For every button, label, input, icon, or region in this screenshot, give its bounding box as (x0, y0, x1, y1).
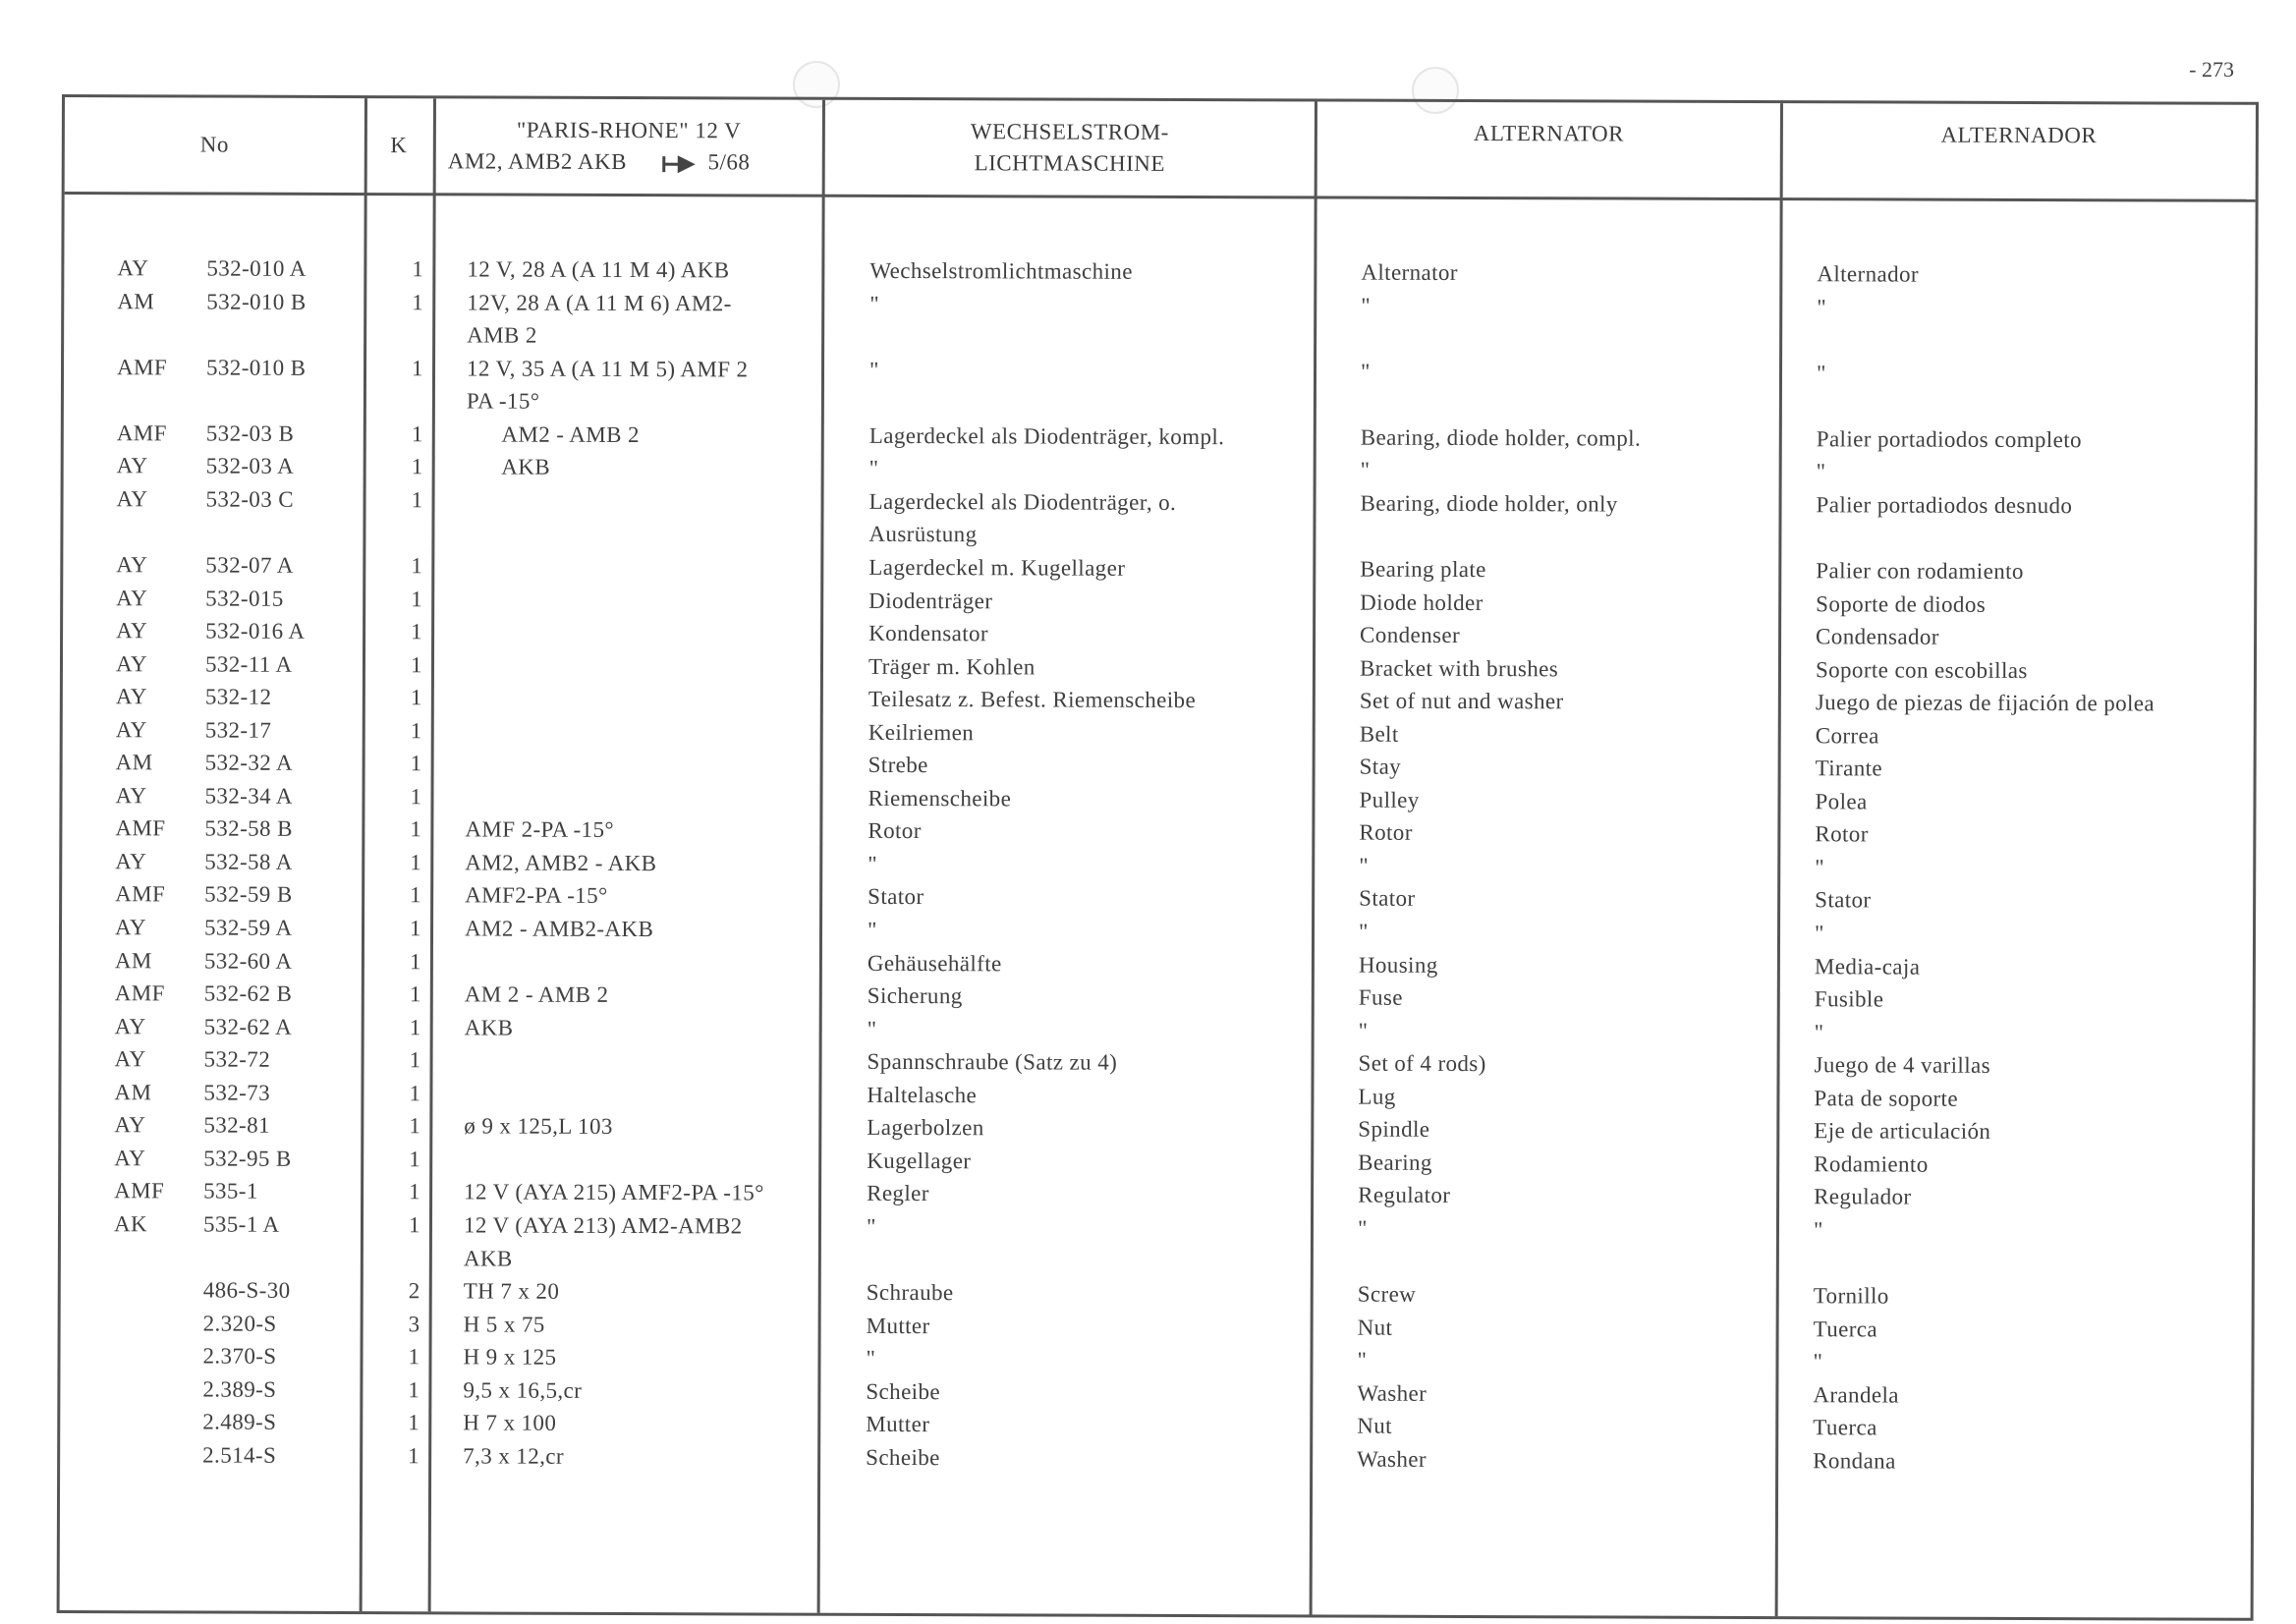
table-row (60, 1339, 2251, 1376)
english-description: Diode holder (1360, 589, 1484, 615)
spanish-description: Juego de 4 varillas (1814, 1052, 1991, 1079)
header-english-label: ALTERNATOR (1473, 121, 1625, 146)
german-description: " (867, 1016, 877, 1041)
spanish-description: Palier portadiodos desnudo (1816, 492, 2073, 518)
part-prefix: AY (115, 716, 147, 742)
quantity: 1 (409, 1147, 421, 1172)
table-row (61, 1142, 2252, 1179)
quantity: 1 (408, 1344, 420, 1370)
part-prefix: AMF (116, 420, 167, 446)
part-number: 532-03 C (205, 486, 295, 512)
quantity: 1 (408, 1410, 420, 1435)
spanish-description: Rondana (1813, 1448, 1896, 1474)
table-row (64, 285, 2255, 322)
table-row (63, 614, 2254, 651)
german-description: " (866, 1346, 876, 1372)
german-description: Stator (868, 884, 924, 910)
german-description: Wechselstromlichtmaschine (869, 257, 1133, 284)
spanish-description: " (1813, 1217, 1823, 1243)
spanish-description: Polea (1815, 789, 1868, 814)
part-number: 532-010 B (205, 355, 307, 380)
part-prefix: AY (115, 650, 147, 676)
table-row (60, 1372, 2251, 1410)
english-description: " (1359, 853, 1370, 878)
part-number: 532-07 A (205, 552, 294, 578)
english-description: Belt (1359, 721, 1399, 747)
header-spanish (1783, 103, 2255, 199)
table-row (62, 877, 2253, 915)
spanish-description: " (1816, 459, 1826, 484)
part-prefix: AMF (114, 980, 165, 1006)
table-row (64, 449, 2255, 486)
part-number: 532-81 (203, 1112, 270, 1139)
table-row (63, 515, 2254, 552)
quantity: 1 (409, 1113, 421, 1139)
german-description: Lagerbolzen (867, 1115, 984, 1141)
quantity: 1 (409, 1047, 421, 1073)
table-row (62, 812, 2253, 849)
part-number: 2.370-S (202, 1343, 277, 1369)
part-spec: AMF2-PA -15° (465, 882, 608, 909)
german-description: Schraube (866, 1279, 954, 1306)
german-description: Riemenscheibe (868, 785, 1012, 812)
part-prefix: AM (115, 750, 153, 775)
part-number: 2.514-S (202, 1442, 277, 1468)
english-description: Rotor (1359, 819, 1413, 846)
spanish-description: Tuerca (1813, 1316, 1878, 1342)
part-spec: PA -15° (466, 388, 540, 414)
table-row (63, 746, 2254, 783)
part-prefix: AY (115, 849, 147, 874)
part-spec: H 5 x 75 (463, 1312, 545, 1337)
table-row (64, 482, 2255, 520)
part-spec: 12 V, 28 A (A 11 M 4) AKB (467, 256, 730, 283)
table-row (62, 977, 2253, 1014)
quantity: 1 (410, 717, 422, 743)
part-prefix: AK (113, 1211, 148, 1237)
part-spec: AM 2 - AMB 2 (464, 981, 609, 1008)
english-description: " (1361, 293, 1372, 318)
part-number: 532-17 (204, 717, 272, 743)
quantity: 1 (410, 850, 422, 875)
spanish-description: Condensador (1816, 624, 1939, 649)
table-row (63, 582, 2254, 619)
quantity: 1 (409, 1179, 421, 1204)
table-row (63, 713, 2254, 751)
page-number: - 273 (2189, 57, 2234, 82)
part-spec: AMF 2-PA -15° (465, 816, 615, 843)
table-row (64, 383, 2255, 420)
part-spec: H 7 x 100 (463, 1410, 557, 1436)
quantity: 1 (411, 619, 423, 644)
spanish-description: Eje de articulación (1814, 1118, 1991, 1145)
part-prefix: AMF (115, 815, 166, 841)
english-description: " (1358, 1018, 1369, 1043)
header-german (825, 100, 1315, 196)
part-number: 2.389-S (202, 1376, 277, 1402)
german-description: Lagerdeckel als Diodenträger, o. (868, 488, 1177, 515)
part-number: 532-010 A (206, 255, 307, 281)
german-description: " (868, 851, 878, 876)
quantity: 2 (408, 1278, 420, 1304)
english-description: Regulator (1358, 1183, 1451, 1208)
part-prefix: AMF (116, 354, 168, 380)
english-description: Stator (1359, 886, 1416, 912)
part-number: 486-S-30 (202, 1277, 291, 1303)
quantity: 1 (410, 784, 422, 810)
part-spec: AM2 - AMB 2 (466, 421, 640, 447)
part-number: 532-58 B (204, 815, 293, 842)
table-row (61, 1108, 2252, 1146)
part-prefix: AY (115, 782, 147, 809)
header-k-label: K (390, 133, 408, 158)
table-row (63, 647, 2254, 685)
part-spec: AM2, AMB2 - AKB (465, 850, 657, 876)
header-spec-ref: 5/68 (707, 149, 751, 175)
english-description: Set of nut and washer (1359, 688, 1564, 714)
english-description: Nut (1357, 1413, 1393, 1438)
german-description: " (869, 291, 880, 316)
spanish-description: Pata de soporte (1814, 1085, 1959, 1111)
quantity: 1 (411, 487, 423, 513)
english-description: Housing (1358, 952, 1438, 978)
table-row (62, 944, 2253, 981)
english-description: Washer (1357, 1380, 1428, 1406)
quantity: 1 (410, 685, 422, 710)
spanish-description: Correa (1815, 722, 1879, 749)
spanish-description: " (1813, 1349, 1823, 1374)
part-number: 532-11 A (204, 651, 293, 677)
part-prefix: AM (114, 1079, 152, 1105)
table-row (62, 845, 2253, 882)
english-description: Alternator (1361, 259, 1458, 285)
part-number: 532-015 (205, 586, 284, 611)
quantity: 1 (411, 553, 423, 579)
german-description: Mutter (866, 1412, 930, 1437)
quantity: 1 (408, 1443, 420, 1469)
part-prefix: AY (117, 255, 149, 281)
english-description: " (1357, 1215, 1368, 1241)
part-number: 535-1 (203, 1178, 258, 1204)
part-number: 532-59 B (204, 881, 293, 908)
quantity: 1 (409, 948, 421, 974)
header-no-label: No (199, 132, 229, 157)
spanish-description: Juego de piezas de fijación de polea (1815, 690, 2156, 716)
german-description: Scheibe (866, 1378, 941, 1404)
quantity: 1 (410, 751, 422, 776)
part-number: 2.320-S (202, 1311, 277, 1336)
part-prefix: AY (116, 453, 148, 478)
part-number: 532-72 (203, 1046, 271, 1072)
table-row (64, 252, 2255, 289)
german-description: Scheibe (866, 1444, 940, 1470)
part-spec: 12V, 28 A (A 11 M 6) AM2- (467, 289, 732, 315)
part-prefix: AY (114, 1046, 146, 1072)
table-row (62, 911, 2253, 948)
german-description: Haltelasche (867, 1082, 978, 1108)
german-description: Diodenträger (868, 588, 993, 613)
german-description: Strebe (868, 753, 928, 778)
header-no (65, 97, 364, 193)
part-spec: 12 V, 35 A (A 11 M 5) AMF 2 (466, 356, 749, 382)
table-row (61, 1207, 2252, 1245)
table-row (63, 548, 2254, 586)
spanish-description: " (1814, 921, 1824, 946)
table-row (61, 1174, 2252, 1211)
part-prefix: AY (114, 915, 147, 940)
reference-arrow-icon (662, 153, 698, 175)
quantity: 1 (410, 651, 422, 677)
header-spec-line1: "PARIS-RHONE" 12 V (516, 117, 742, 143)
quantity: 1 (412, 355, 424, 380)
header-german-line1: WECHSELSTROM- (970, 119, 1169, 144)
quantity: 1 (411, 454, 423, 479)
german-description: " (868, 357, 879, 382)
spanish-description: Regulador (1814, 1184, 1912, 1209)
part-spec: AKB (466, 454, 551, 480)
english-description: Set of 4 rods) (1358, 1050, 1486, 1077)
header-spanish-label: ALTERNADOR (1940, 122, 2098, 148)
german-description: Lagerdeckel m. Kugellager (868, 554, 1126, 581)
quantity: 1 (409, 1014, 421, 1039)
part-number: 532-016 A (205, 618, 306, 644)
part-spec: AKB (464, 1015, 514, 1040)
part-number: 532-03 A (205, 453, 295, 479)
german-description: Kondensator (868, 620, 989, 646)
part-prefix: AY (116, 585, 148, 610)
part-spec: AM2 - AMB2-AKB (464, 916, 654, 942)
part-number: 532-32 A (204, 750, 294, 776)
german-description: Regler (867, 1181, 929, 1206)
header-spec-line2: AM2, AMB2 AKB (447, 148, 628, 175)
german-description: Lagerdeckel als Diodenträger, kompl. (868, 422, 1225, 449)
quantity: 1 (412, 289, 424, 314)
part-prefix: AY (116, 618, 148, 644)
spanish-description: Tornillo (1813, 1283, 1889, 1309)
part-spec: AMB 2 (467, 322, 537, 348)
spanish-description: Rotor (1815, 821, 1869, 847)
spanish-description: " (1817, 294, 1827, 319)
part-prefix: AM (117, 288, 155, 313)
german-description: Spannschraube (Satz zu 4) (867, 1049, 1118, 1075)
english-description: Bracket with brushes (1359, 655, 1559, 681)
table-row (62, 1042, 2253, 1080)
spanish-description: " (1816, 360, 1826, 385)
part-number: 532-73 (203, 1080, 271, 1105)
english-description: Lug (1358, 1084, 1396, 1109)
quantity: 1 (411, 586, 423, 611)
header-k (364, 98, 433, 193)
table-row (61, 1076, 2252, 1113)
spanish-description: Soporte de diodos (1816, 590, 1987, 617)
part-spec: 9,5 x 16,5,cr (463, 1377, 583, 1403)
quantity: 1 (409, 981, 421, 1007)
spanish-description: Soporte con escobillas (1815, 656, 2028, 683)
quantity: 1 (410, 916, 422, 941)
quantity: 3 (408, 1311, 420, 1336)
table-row (62, 1010, 2253, 1047)
part-spec: 7,3 x 12,cr (463, 1443, 564, 1469)
part-number: 532-62 A (203, 1014, 293, 1039)
quantity: 1 (409, 1080, 421, 1106)
spanish-description: Alternador (1817, 261, 1920, 287)
table-row (64, 351, 2255, 388)
quantity: 1 (411, 420, 423, 447)
part-number: 532-58 A (204, 849, 293, 874)
quantity: 1 (408, 1376, 420, 1402)
part-spec: ø 9 x 125,L 103 (464, 1113, 613, 1140)
german-description: Keilriemen (868, 719, 975, 745)
spanish-description: Tuerca (1813, 1415, 1877, 1440)
part-number: 532-95 B (203, 1146, 292, 1171)
part-spec: AKB (463, 1245, 513, 1271)
english-description: Spindle (1358, 1116, 1430, 1143)
german-description: Teilesatz z. Befest. Riemenscheibe (868, 687, 1197, 713)
english-description: Nut (1357, 1315, 1393, 1340)
spanish-description: " (1815, 855, 1825, 880)
german-description: Sicherung (867, 982, 963, 1009)
table-row (61, 1307, 2252, 1344)
spanish-description: Arandela (1813, 1381, 1899, 1408)
german-description: Kugellager (867, 1148, 972, 1174)
table-row (60, 1405, 2251, 1442)
german-description: Rotor (868, 818, 922, 844)
german-description: Träger m. Kohlen (868, 653, 1036, 680)
spanish-description: Fusible (1814, 986, 1884, 1012)
part-number: 532-03 B (205, 420, 295, 446)
english-description: Condenser (1360, 622, 1461, 648)
english-description: " (1360, 457, 1371, 482)
german-description: " (868, 456, 879, 481)
english-description: Washer (1357, 1446, 1427, 1472)
quantity: 1 (408, 1212, 420, 1238)
part-prefix: AY (115, 684, 147, 709)
table-row (61, 1273, 2252, 1311)
spanish-description: Rodamiento (1814, 1151, 1929, 1177)
part-prefix: AY (114, 1013, 146, 1038)
english-description: Pulley (1359, 787, 1420, 812)
header-english (1317, 101, 1780, 197)
part-spec: H 9 x 125 (463, 1344, 557, 1370)
german-description: Mutter (866, 1313, 930, 1338)
part-prefix: AMF (114, 1178, 165, 1204)
spanish-description: Tirante (1815, 756, 1883, 781)
quantity: 1 (410, 816, 422, 842)
part-prefix: AY (116, 552, 148, 578)
part-spec: 12 V (AYA 213) AM2-AMB2 (463, 1212, 743, 1239)
english-description: Fuse (1358, 984, 1403, 1010)
part-number: 532-010 B (206, 289, 307, 314)
part-prefix: AY (116, 486, 148, 512)
header-german-line2: LICHTMASCHINE (974, 150, 1165, 176)
spanish-description: Palier con rodamiento (1816, 558, 2024, 584)
spanish-description: Media-caja (1814, 953, 1921, 980)
english-description: Bearing (1358, 1149, 1432, 1175)
german-description: Ausrüstung (868, 522, 978, 547)
part-number: 532-62 B (203, 980, 293, 1006)
english-description: Bearing plate (1360, 556, 1486, 583)
part-number: 2.489-S (202, 1409, 277, 1435)
parts-table (57, 94, 2259, 1621)
quantity: 1 (412, 256, 424, 282)
part-spec: TH 7 x 20 (463, 1278, 560, 1304)
english-description: Stay (1359, 754, 1402, 780)
spanish-description: Stator (1815, 887, 1872, 913)
english-description: Bearing, diode holder, compl. (1360, 424, 1642, 451)
table-row (64, 317, 2255, 355)
german-description: " (866, 1213, 876, 1239)
header-spec (436, 98, 822, 194)
part-prefix: AMF (115, 881, 166, 907)
german-description: Gehäusehälfte (867, 950, 1002, 976)
table-row (64, 417, 2255, 454)
table-row (63, 680, 2254, 717)
part-number: 532-59 A (203, 915, 293, 940)
table-row (60, 1438, 2251, 1476)
part-spec: 12 V (AYA 215) AMF2-PA -15° (464, 1179, 764, 1205)
part-prefix: AM (114, 947, 152, 973)
english-description: " (1358, 919, 1369, 944)
table-row (62, 779, 2253, 816)
quantity: 1 (410, 882, 422, 908)
part-prefix: AY (114, 1146, 146, 1171)
part-number: 532-34 A (204, 783, 294, 809)
german-description: " (867, 917, 877, 942)
english-description: Screw (1357, 1281, 1417, 1307)
table-row (61, 1241, 2252, 1278)
english-description: " (1357, 1347, 1368, 1372)
spanish-description: " (1814, 1019, 1824, 1044)
english-description: " (1360, 359, 1371, 384)
part-number: 532-60 A (203, 948, 293, 974)
part-prefix: AY (114, 1112, 146, 1138)
part-number: 532-12 (204, 684, 272, 709)
part-number: 535-1 A (202, 1211, 280, 1237)
english-description: Bearing, diode holder, only (1360, 490, 1618, 517)
spanish-description: Palier portadiodos completo (1816, 425, 2082, 452)
